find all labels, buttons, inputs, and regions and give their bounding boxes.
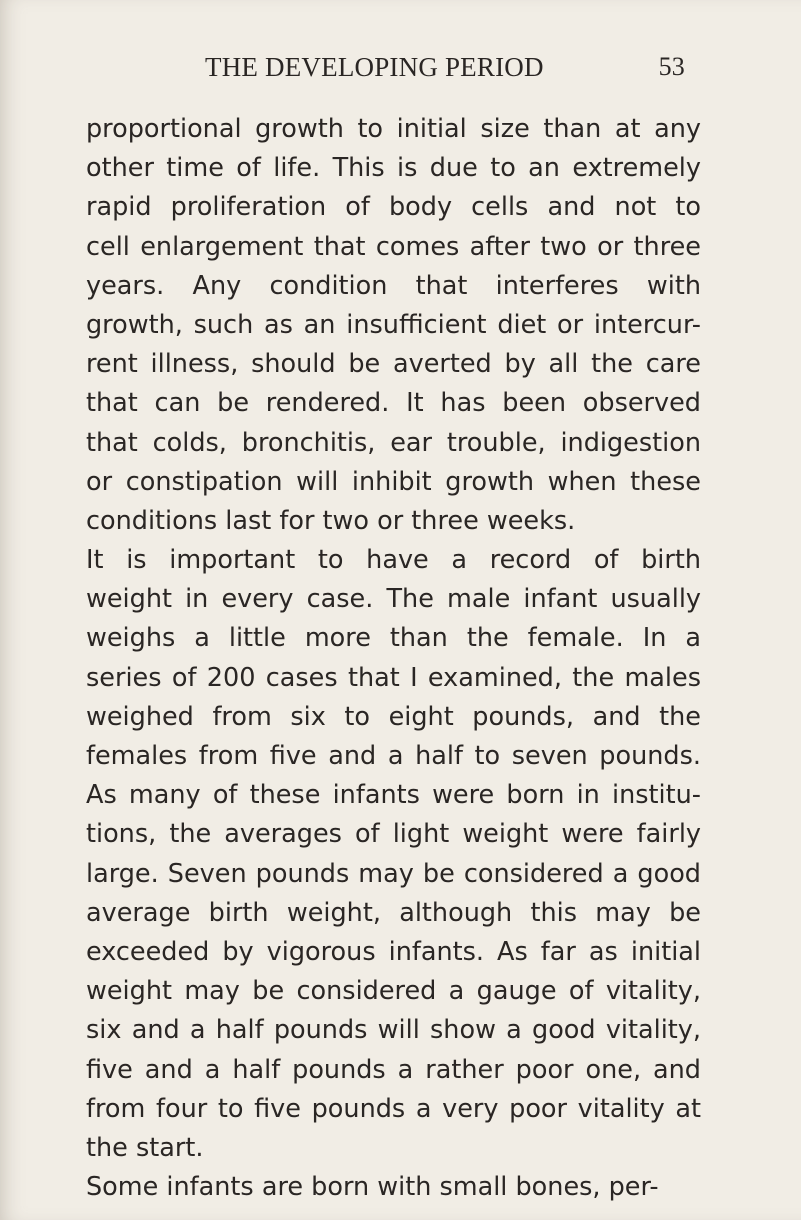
text-line: that can be rendered. It has been observed: [86, 388, 701, 419]
text-line: rapid proliferation of body cells and not to: [86, 192, 701, 223]
text-line: six and a half pounds will show a good vitality,: [86, 1015, 701, 1046]
page-header: [205, 52, 685, 92]
running-title: THE DEVELOPING PERIOD: [205, 52, 544, 82]
text-line: growth, such as an insufficient diet or intercur-: [86, 309, 701, 340]
text-line: from four to five pounds a very poor vitality at: [86, 1093, 701, 1124]
text-line: average birth weight, although this may be: [86, 897, 701, 928]
text-line: females from five and a half to seven pounds.: [86, 741, 701, 771]
paragraph-end-line: the start.: [86, 1132, 204, 1163]
text-line: rent illness, should be averted by all the care: [86, 349, 701, 380]
body-text: [86, 110, 701, 1207]
text-line: years. Any condition that interferes with: [86, 270, 701, 301]
text-line: series of 200 cases that I examined, the males: [86, 662, 701, 693]
text-line: or constipation will inhibit growth when these: [86, 466, 701, 497]
text-line: weighs a little more than the female. In a: [86, 623, 701, 654]
text-line: that colds, bronchitis, ear trouble, indigestion: [86, 427, 701, 458]
text-line: other time of life. This is due to an extremely: [86, 153, 701, 184]
paragraph-start-line: Some infants are born with small bones, per-: [86, 1172, 659, 1203]
text-line: weighed from six to eight pounds, and the: [86, 701, 701, 732]
text-line: five and a half pounds a rather poor one, and: [86, 1054, 701, 1085]
text-line: cell enlargement that comes after two or three: [86, 231, 701, 262]
text-line: tions, the averages of light weight were fairly: [86, 819, 701, 850]
text-line: large. Seven pounds may be considered a good: [86, 858, 701, 889]
text-line: exceeded by vigorous infants. As far as initial: [86, 936, 701, 967]
page-number: 53: [658, 52, 685, 81]
text-line: weight in every case. The male infant usually: [86, 584, 701, 615]
paragraph-start-line: It is important to have a record of birth: [86, 545, 701, 576]
text-line: As many of these infants were born in institu-: [86, 780, 701, 811]
paragraph-end-line: conditions last for two or three weeks.: [86, 505, 576, 536]
text-line: proportional growth to initial size than at any: [86, 114, 701, 144]
text-line: weight may be considered a gauge of vitality,: [86, 976, 701, 1007]
